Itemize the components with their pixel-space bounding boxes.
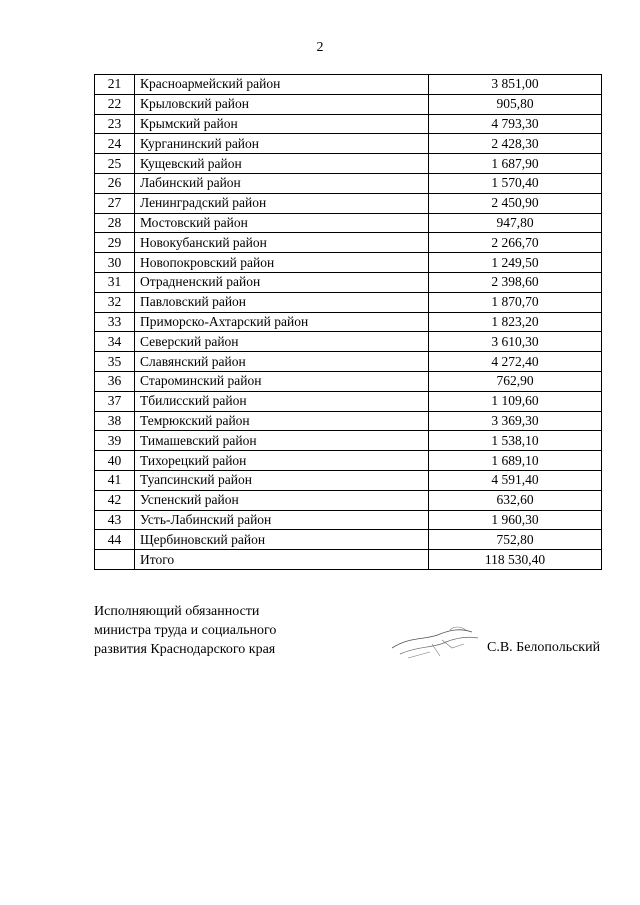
amount-cell: 2 266,70: [429, 233, 602, 253]
table-row: [95, 253, 602, 273]
row-number-cell: 22: [95, 94, 135, 114]
signature-position-block: [94, 602, 276, 659]
table-row: [95, 470, 602, 490]
table-row: [95, 193, 602, 213]
handwritten-signature: [380, 618, 490, 668]
row-number-cell: 40: [95, 451, 135, 471]
district-name-cell: Крымский район: [135, 114, 429, 134]
total-amount-cell: 118 530,40: [429, 550, 602, 570]
table-row: [95, 94, 602, 114]
district-name-cell: Северский район: [135, 332, 429, 352]
row-number-cell: 34: [95, 332, 135, 352]
row-number-cell: 32: [95, 292, 135, 312]
amount-cell: 2 428,30: [429, 134, 602, 154]
table-row: [95, 292, 602, 312]
position-line-2: министра труда и социального: [94, 623, 277, 638]
district-name-cell: Павловский район: [135, 292, 429, 312]
table-row: [95, 510, 602, 530]
table-row: [95, 391, 602, 411]
amount-cell: 1 870,70: [429, 292, 602, 312]
district-name-cell: Староминский район: [135, 371, 429, 391]
row-number-cell: 23: [95, 114, 135, 134]
district-name-cell: Славянский район: [135, 352, 429, 372]
table-row: [95, 233, 602, 253]
amount-cell: 2 398,60: [429, 272, 602, 292]
amount-cell: 3 851,00: [429, 75, 602, 95]
table-row: [95, 154, 602, 174]
table-row: [95, 272, 602, 292]
row-number-cell: 29: [95, 233, 135, 253]
amount-cell: 4 793,30: [429, 114, 602, 134]
table-row: [95, 431, 602, 451]
row-number-cell: 26: [95, 173, 135, 193]
district-name-cell: Отрадненский район: [135, 272, 429, 292]
amount-cell: 1 570,40: [429, 173, 602, 193]
district-name-cell: Курганинский район: [135, 134, 429, 154]
row-number-cell: 35: [95, 352, 135, 372]
position-line-1: Исполняющий обязанности: [94, 604, 260, 619]
row-number-cell: 37: [95, 391, 135, 411]
amount-cell: 1 689,10: [429, 451, 602, 471]
row-number-cell: 24: [95, 134, 135, 154]
district-name-cell: Щербиновский район: [135, 530, 429, 550]
position-line-3: развития Краснодарского края: [94, 642, 276, 657]
district-name-cell: Новопокровский район: [135, 253, 429, 273]
amount-cell: 905,80: [429, 94, 602, 114]
amount-cell: 1 249,50: [429, 253, 602, 273]
table-row: [95, 134, 602, 154]
amount-cell: 947,80: [429, 213, 602, 233]
district-name-cell: Тбилисский район: [135, 391, 429, 411]
row-number-cell: 21: [95, 75, 135, 95]
table-row: [95, 371, 602, 391]
amount-cell: 632,60: [429, 490, 602, 510]
amount-cell: 3 610,30: [429, 332, 602, 352]
amount-cell: 1 687,90: [429, 154, 602, 174]
table-row: [95, 411, 602, 431]
row-number-cell: 38: [95, 411, 135, 431]
amount-cell: 2 450,90: [429, 193, 602, 213]
district-name-cell: Новокубанский район: [135, 233, 429, 253]
table-row: [95, 114, 602, 134]
amount-cell: 1 960,30: [429, 510, 602, 530]
table-row-total: [95, 550, 602, 570]
total-number-cell: [95, 550, 135, 570]
district-name-cell: Туапсинский район: [135, 470, 429, 490]
row-number-cell: 41: [95, 470, 135, 490]
table-row: [95, 75, 602, 95]
table-row: [95, 312, 602, 332]
district-name-cell: Усть-Лабинский район: [135, 510, 429, 530]
district-amount-table: [94, 74, 602, 570]
amount-cell: 4 591,40: [429, 470, 602, 490]
total-label-cell: Итого: [135, 550, 429, 570]
signatory-name: С.В. Белопольский: [487, 640, 601, 655]
district-name-cell: Успенский район: [135, 490, 429, 510]
amount-cell: 752,80: [429, 530, 602, 550]
district-name-cell: Крыловский район: [135, 94, 429, 114]
amount-cell: 1 109,60: [429, 391, 602, 411]
table-row: [95, 352, 602, 372]
table-row: [95, 490, 602, 510]
row-number-cell: 39: [95, 431, 135, 451]
row-number-cell: 25: [95, 154, 135, 174]
table-row: [95, 332, 602, 352]
row-number-cell: 30: [95, 253, 135, 273]
row-number-cell: 42: [95, 490, 135, 510]
district-name-cell: Темрюкский район: [135, 411, 429, 431]
row-number-cell: 28: [95, 213, 135, 233]
row-number-cell: 31: [95, 272, 135, 292]
amount-cell: 4 272,40: [429, 352, 602, 372]
row-number-cell: 33: [95, 312, 135, 332]
district-name-cell: Ленинградский район: [135, 193, 429, 213]
district-name-cell: Лабинский район: [135, 173, 429, 193]
district-name-cell: Красноармейский район: [135, 75, 429, 95]
table-row: [95, 530, 602, 550]
table-row: [95, 213, 602, 233]
district-name-cell: Мостовский район: [135, 213, 429, 233]
row-number-cell: 44: [95, 530, 135, 550]
table-row: [95, 451, 602, 471]
table-body: [95, 75, 602, 570]
amount-cell: 1 538,10: [429, 431, 602, 451]
row-number-cell: 36: [95, 371, 135, 391]
row-number-cell: 27: [95, 193, 135, 213]
district-name-cell: Приморско-Ахтарский район: [135, 312, 429, 332]
page-number: 2: [316, 40, 324, 55]
district-name-cell: Тимашевский район: [135, 431, 429, 451]
amount-cell: 762,90: [429, 371, 602, 391]
table-row: [95, 173, 602, 193]
district-name-cell: Тихорецкий район: [135, 451, 429, 471]
district-name-cell: Кущевский район: [135, 154, 429, 174]
row-number-cell: 43: [95, 510, 135, 530]
amount-cell: 1 823,20: [429, 312, 602, 332]
amount-cell: 3 369,30: [429, 411, 602, 431]
